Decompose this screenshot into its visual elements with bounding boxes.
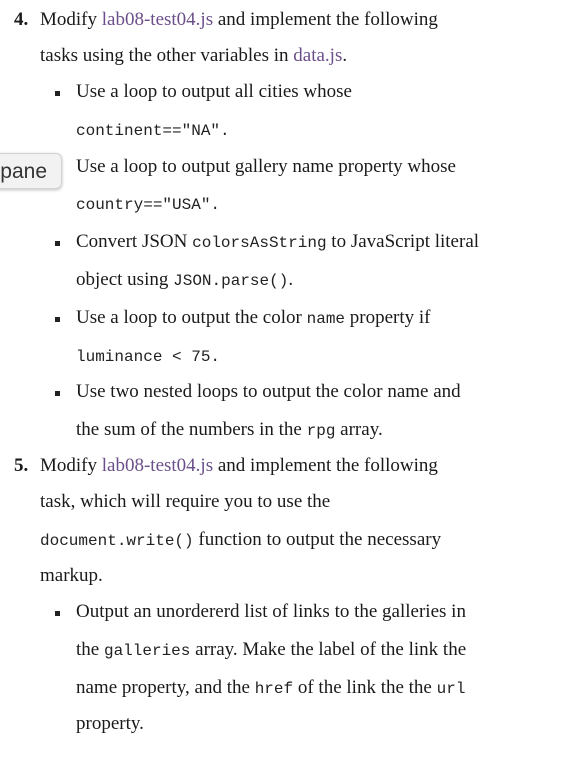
item-4-number: 4. — [14, 9, 29, 30]
item-5-line-2: task, which will require you to use the — [40, 491, 331, 512]
item-4-bullet-4-code: luminance < 75. — [76, 348, 221, 366]
file-link-lab08-test04[interactable]: lab08-test04.js — [101, 9, 214, 30]
item-5-bullet-line-4: property. — [76, 713, 144, 734]
item-4-bullet-5-line-1: Use two nested loops to output the color name and — [76, 381, 461, 402]
item-4-line-1: Modify lab08-test04.js and implement the following — [40, 9, 438, 30]
item-5-number: 5. — [14, 455, 29, 476]
item-4-bullet-3-line-1: Convert JSON colorsAsString to JavaScript literal — [76, 231, 480, 252]
bullet-marker — [55, 91, 60, 96]
item-4-line-2: tasks using the other variables in data.js. — [40, 45, 348, 66]
file-link-data-js[interactable]: data.js — [293, 45, 343, 66]
item-5-line-1: Modify lab08-test04.js and implement the following — [40, 455, 438, 476]
bullet-marker — [55, 241, 60, 246]
bullet-marker — [55, 317, 60, 322]
item-4-bullet-4-line-1: Use a loop to output the color name property if — [76, 307, 431, 328]
item-4-bullet-3-line-2: object using JSON.parse(). — [76, 269, 294, 290]
item-4-bullet-2-code: country=="USA". — [76, 196, 221, 214]
bullet-marker — [55, 611, 60, 616]
item-4-bullet-5-line-2: the sum of the numbers in the rpg array. — [76, 419, 383, 440]
item-5-bullet-line-2: the galleries array. Make the label of the link the — [76, 639, 467, 660]
item-5-line-4: markup. — [40, 565, 103, 586]
item-5-bullet-line-3: name property, and the href of the link the the url — [76, 677, 466, 698]
item-5-bullet-line-1: Output an unordererd list of links to the galleries in — [76, 601, 466, 622]
file-link-lab08-test04[interactable]: lab08-test04.js — [101, 455, 214, 476]
item-4-bullet-1-line-1: Use a loop to output all cities whose — [76, 81, 352, 102]
item-5-line-3: document.write() function to output the necessary — [40, 529, 442, 550]
item-4-bullet-1-code: continent=="NA". — [76, 122, 230, 140]
pane-tab-button[interactable]: pane — [0, 153, 62, 189]
item-4-bullet-2-line-1: Use a loop to output gallery name property whose — [76, 156, 456, 177]
bullet-marker — [55, 391, 60, 396]
